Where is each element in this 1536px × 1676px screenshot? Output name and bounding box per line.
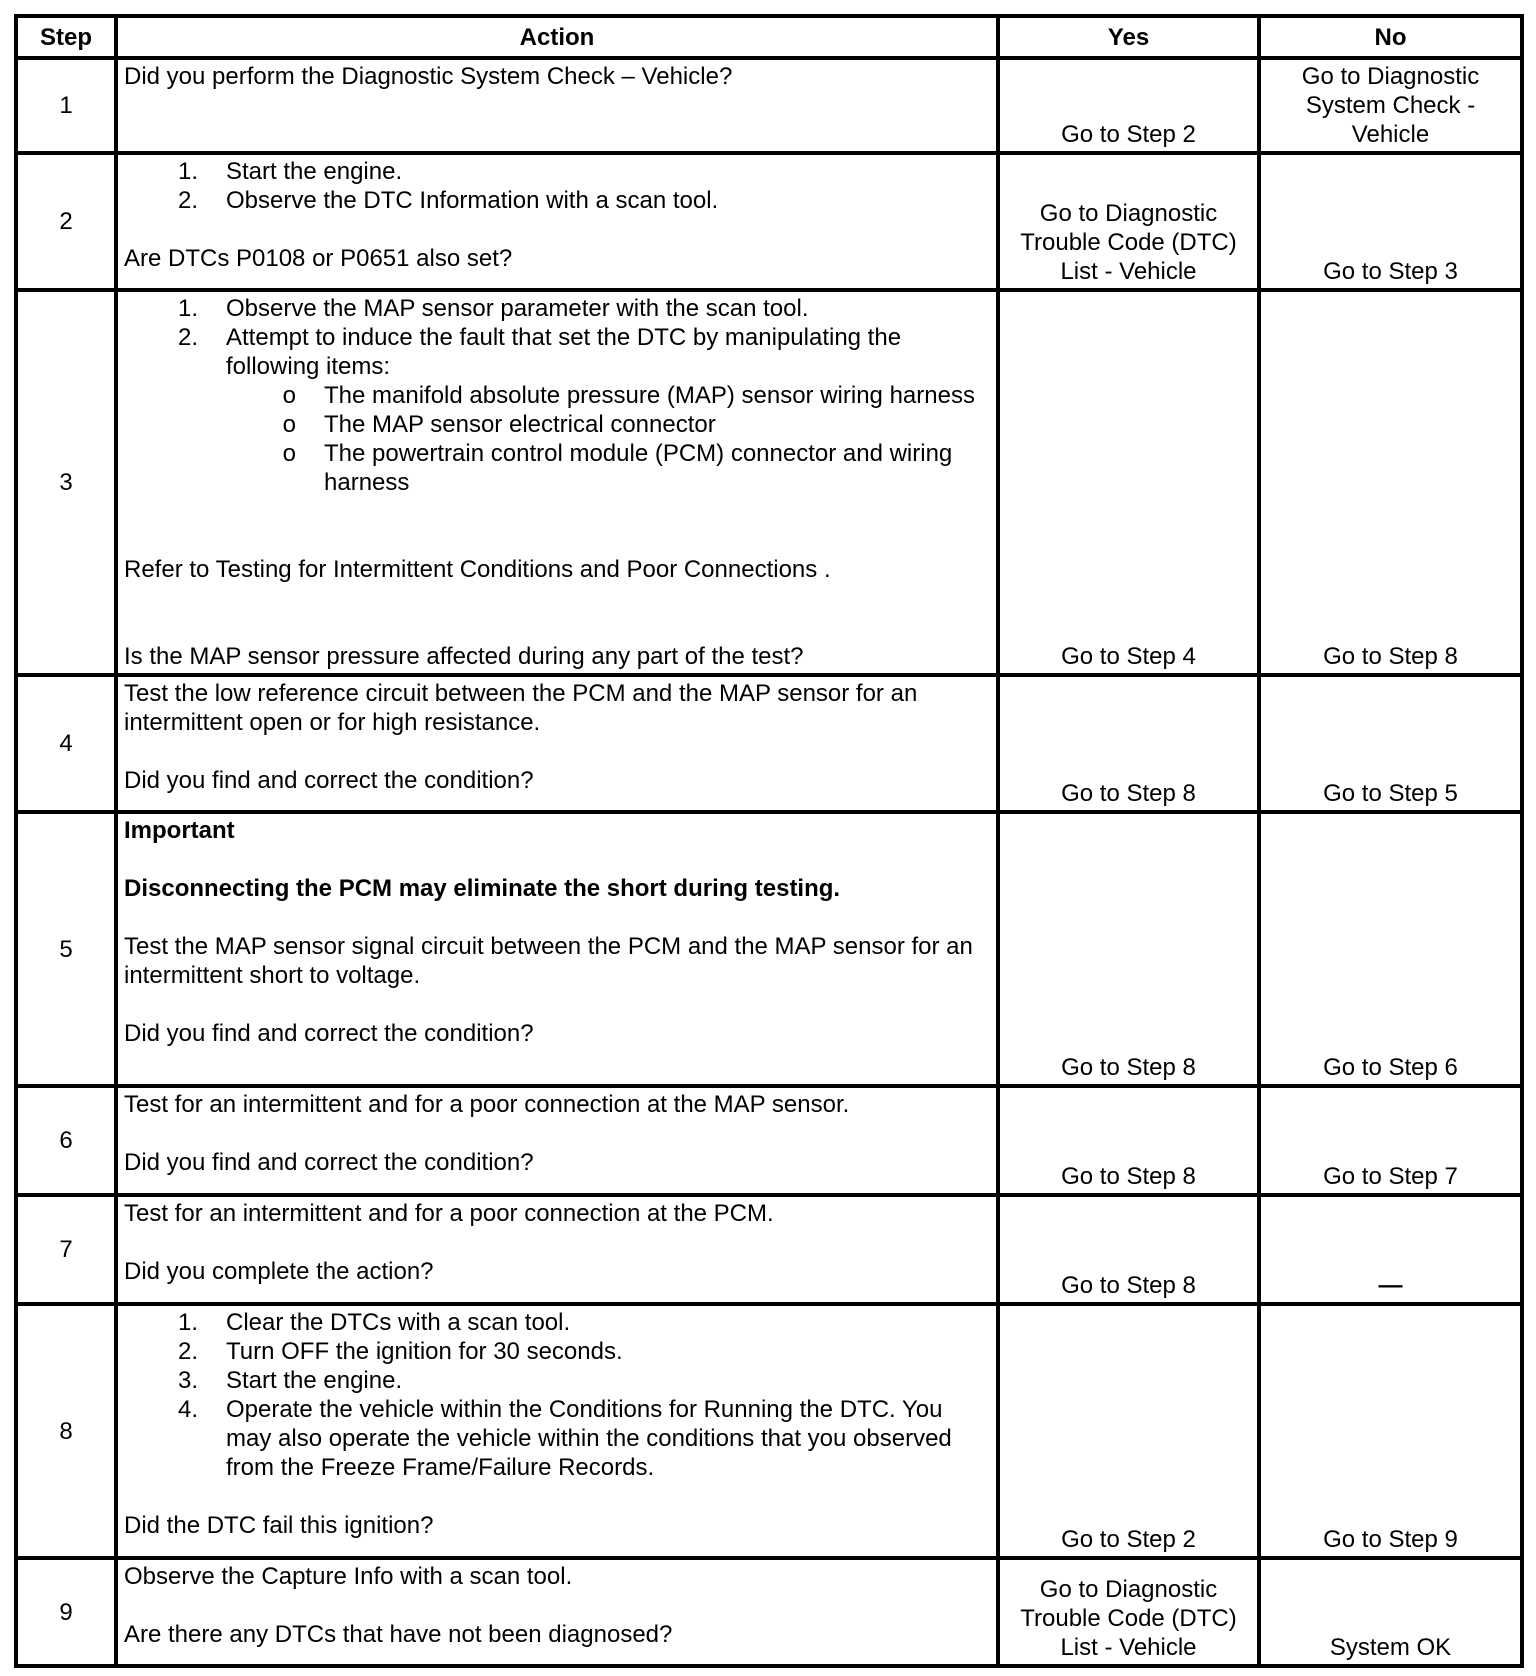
yes-cell: Go to Step 2 (998, 1304, 1259, 1558)
action-question: Did the DTC fail this ignition? (124, 1512, 434, 1539)
action-question: Did you find and correct the condition? (124, 1020, 534, 1047)
list-item: 1. Clear the DTCs with a scan tool. (177, 1309, 571, 1336)
list-item: 2. Turn OFF the ignition for 30 seconds. (177, 1338, 623, 1365)
list-item: 1. Start the engine. (177, 158, 403, 185)
action-cell (116, 290, 998, 675)
action-question: Did you perform the Diagnostic System Check – Vehicle? (124, 63, 733, 90)
table-row (16, 1086, 1522, 1195)
no-cell: Go to Step 9 (1259, 1304, 1522, 1558)
action-cell (116, 153, 998, 290)
no-cell: Go to Step 6 (1259, 812, 1522, 1086)
action-question: Are there any DTCs that have not been diagnosed? (124, 1621, 673, 1648)
header-row (16, 16, 1522, 58)
action-cell (116, 812, 998, 1086)
yes-cell: Go to Step 2 (998, 58, 1259, 153)
table-row (16, 812, 1522, 1086)
action-steps (124, 294, 990, 381)
action-question: Are DTCs P0108 or P0651 also set? (124, 245, 513, 272)
no-cell: System OK (1259, 1558, 1522, 1666)
action-question: Is the MAP sensor pressure affected during any part of the test? (124, 643, 804, 670)
list-item: o The manifold absolute pressure (MAP) sensor wiring harness (282, 382, 975, 409)
table-row (16, 1558, 1522, 1666)
table-row (16, 1304, 1522, 1558)
table-row (16, 290, 1522, 675)
sub-items (124, 381, 990, 497)
yes-cell: Go to Step 8 (998, 675, 1259, 812)
action-cell (116, 675, 998, 812)
action-question: Did you complete the action? (124, 1258, 434, 1285)
step-number: 4 (16, 675, 116, 812)
step-number: 3 (16, 290, 116, 675)
no-cell: Go to Step 7 (1259, 1086, 1522, 1195)
step-number: 9 (16, 1558, 116, 1666)
no-cell: Go to Diagnostic System Check - Vehicle (1259, 58, 1522, 153)
diagnostic-table (14, 14, 1524, 1668)
yes-cell: Go to Step 8 (998, 1086, 1259, 1195)
yes-cell: Go to Step 8 (998, 1195, 1259, 1304)
list-item: 3. Start the engine. (177, 1367, 403, 1394)
action-steps (124, 1308, 990, 1482)
step-number: 6 (16, 1086, 116, 1195)
step-number: 7 (16, 1195, 116, 1304)
refer-text: Refer to Testing for Intermittent Conditions and Poor Connections . (124, 556, 831, 583)
list-item: 2. Observe the DTC Information with a scan tool. (177, 187, 719, 214)
action-text: Test for an intermittent and for a poor connection at the PCM. (124, 1200, 774, 1227)
action-steps (124, 157, 990, 215)
important-label: Important (124, 817, 235, 844)
yes-cell: Go to Diagnostic Trouble Code (DTC) List - Vehicle (998, 153, 1259, 290)
header-no: No (1259, 16, 1522, 58)
yes-cell: Go to Step 4 (998, 290, 1259, 675)
action-cell (116, 58, 998, 153)
action-question: Did you find and correct the condition? (124, 767, 534, 794)
step-number: 8 (16, 1304, 116, 1558)
yes-cell: Go to Diagnostic Trouble Code (DTC) List - Vehicle (998, 1558, 1259, 1666)
action-text: Observe the Capture Info with a scan tool. (124, 1563, 573, 1590)
action-cell (116, 1195, 998, 1304)
important-note: Disconnecting the PCM may eliminate the short during testing. (124, 875, 841, 902)
action-cell (116, 1304, 998, 1558)
step-number: 1 (16, 58, 116, 153)
table-row (16, 675, 1522, 812)
step-number: 2 (16, 153, 116, 290)
no-cell: Go to Step 8 (1259, 290, 1522, 675)
list-item: o The powertrain control module (PCM) connector and wiring harness (282, 440, 953, 496)
header-yes: Yes (998, 16, 1259, 58)
no-cell: Go to Step 5 (1259, 675, 1522, 812)
action-text: Test for an intermittent and for a poor connection at the MAP sensor. (124, 1091, 850, 1118)
list-item: 4. Operate the vehicle within the Conditions for Running the DTC. You may also operate the vehicle within the conditions that you observed from the Freeze Frame/Failure Records. (177, 1396, 952, 1481)
action-cell (116, 1558, 998, 1666)
list-item: 1. Observe the MAP sensor parameter with the scan tool. (177, 295, 809, 322)
step-number: 5 (16, 812, 116, 1086)
yes-cell: Go to Step 8 (998, 812, 1259, 1086)
list-item: o The MAP sensor electrical connector (282, 411, 716, 438)
no-cell: Go to Step 3 (1259, 153, 1522, 290)
header-action: Action (116, 16, 998, 58)
table-row (16, 58, 1522, 153)
action-cell (116, 1086, 998, 1195)
action-question: Did you find and correct the condition? (124, 1149, 534, 1176)
action-text: Test the MAP sensor signal circuit between the PCM and the MAP sensor for an intermittent short to voltage. (124, 933, 973, 989)
list-item: 2. Attempt to induce the fault that set the DTC by manipulating the following items: (177, 324, 902, 380)
table-row (16, 153, 1522, 290)
header-step: Step (16, 16, 116, 58)
action-text: Test the low reference circuit between the PCM and the MAP sensor for an intermittent open or for high resistance. (124, 680, 918, 736)
no-cell: — (1259, 1195, 1522, 1304)
table-row (16, 1195, 1522, 1304)
